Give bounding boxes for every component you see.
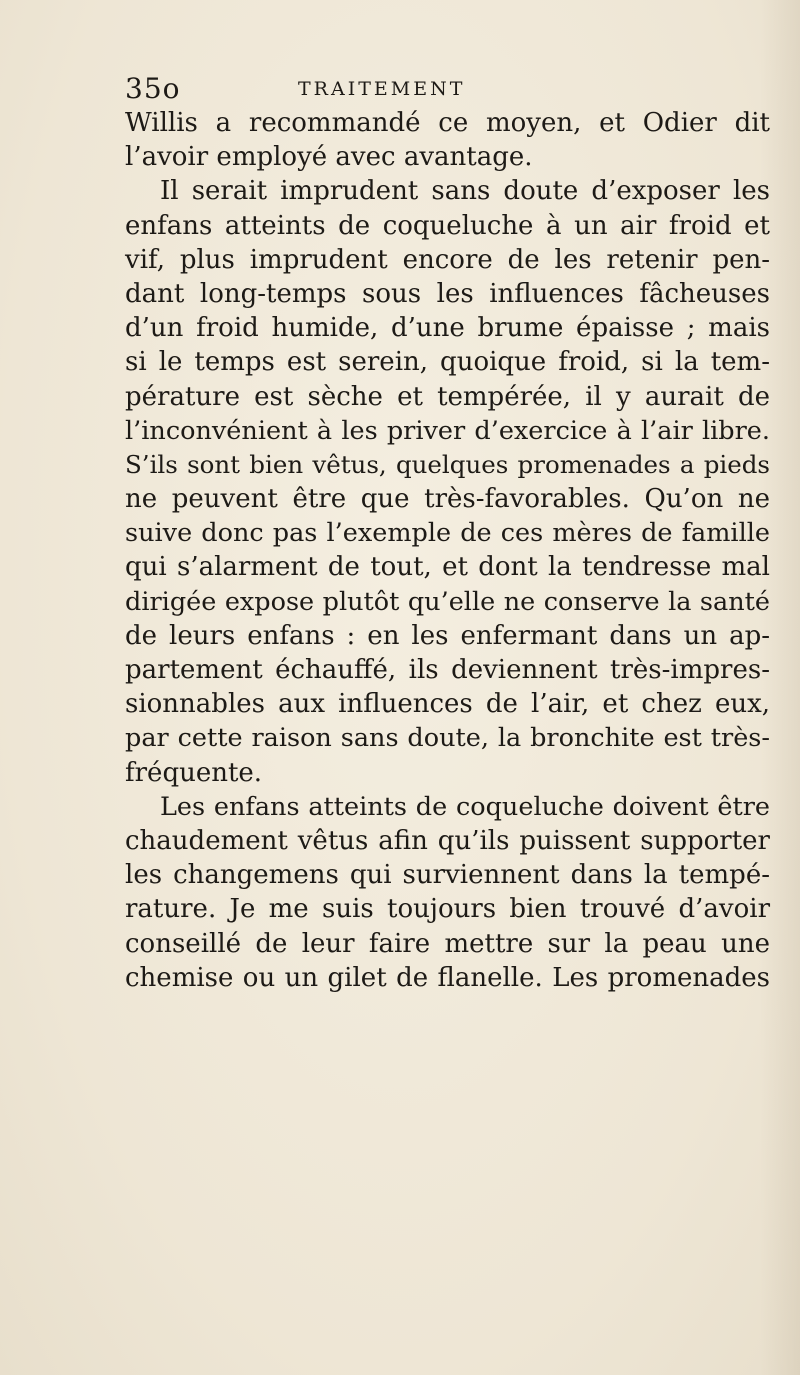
text-line: Il serait imprudent sans doute d’exposer les (160, 176, 770, 207)
text-line: l’avoir employé avec avantage. (125, 142, 533, 173)
text-line: d’un froid humide, d’une brume épaisse ; mais (125, 313, 770, 344)
text-line: dirigée expose plutôt qu’elle ne conserve la santé (125, 586, 770, 617)
text-line: fréquente. (125, 757, 263, 788)
text-line: Les enfans atteints de coqueluche doivent être (160, 791, 770, 822)
text-line: de leurs enfans : en les enfermant dans un ap- (125, 620, 770, 651)
page-number: 35o (125, 72, 181, 105)
text-line: conseillé de leur faire mettre sur la peau une (125, 928, 770, 959)
text-line: qui s’alarment de tout, et dont la tendresse mal (125, 552, 770, 583)
text-line: dant long-temps sous les influences fâcheuses (125, 278, 770, 309)
text-line: chaudement vêtus afin qu’ils puissent supporter (125, 825, 770, 856)
running-title: TRAITEMENT (298, 78, 466, 100)
text-line: vif, plus imprudent encore de les retenir pen- (125, 244, 770, 275)
text-line: les changemens qui surviennent dans la tempé- (125, 860, 770, 891)
text-line: pérature est sèche et tempérée, il y aurait de (125, 381, 770, 412)
text-line: enfans atteints de coqueluche à un air froid et (125, 210, 770, 241)
text-line: sionnables aux influences de l’air, et chez eux, (125, 689, 770, 720)
text-line: suive donc pas l’exemple de ces mères de famille (125, 518, 770, 549)
text-line: l’inconvénient à les priver d’exercice à l’air libre. (125, 415, 770, 446)
text-line: si le temps est serein, quoique froid, si la tem- (125, 347, 770, 378)
body-text (125, 106, 770, 995)
text-line: partement échauffé, ils deviennent très-impres- (125, 655, 770, 685)
text-line: rature. Je me suis toujours bien trouvé d’avoir (125, 894, 770, 925)
text-line: Willis a recommandé ce moyen, et Odier dit (125, 108, 770, 138)
text-line: ne peuvent être que très-favorables. Qu’on ne (125, 484, 770, 515)
text-line: S’ils sont bien vêtus, quelques promenades a pieds (125, 449, 770, 479)
text-line: par cette raison sans doute, la bronchite est très- (125, 723, 770, 754)
text-line: chemise ou un gilet de flanelle. Les promenades (125, 962, 770, 993)
